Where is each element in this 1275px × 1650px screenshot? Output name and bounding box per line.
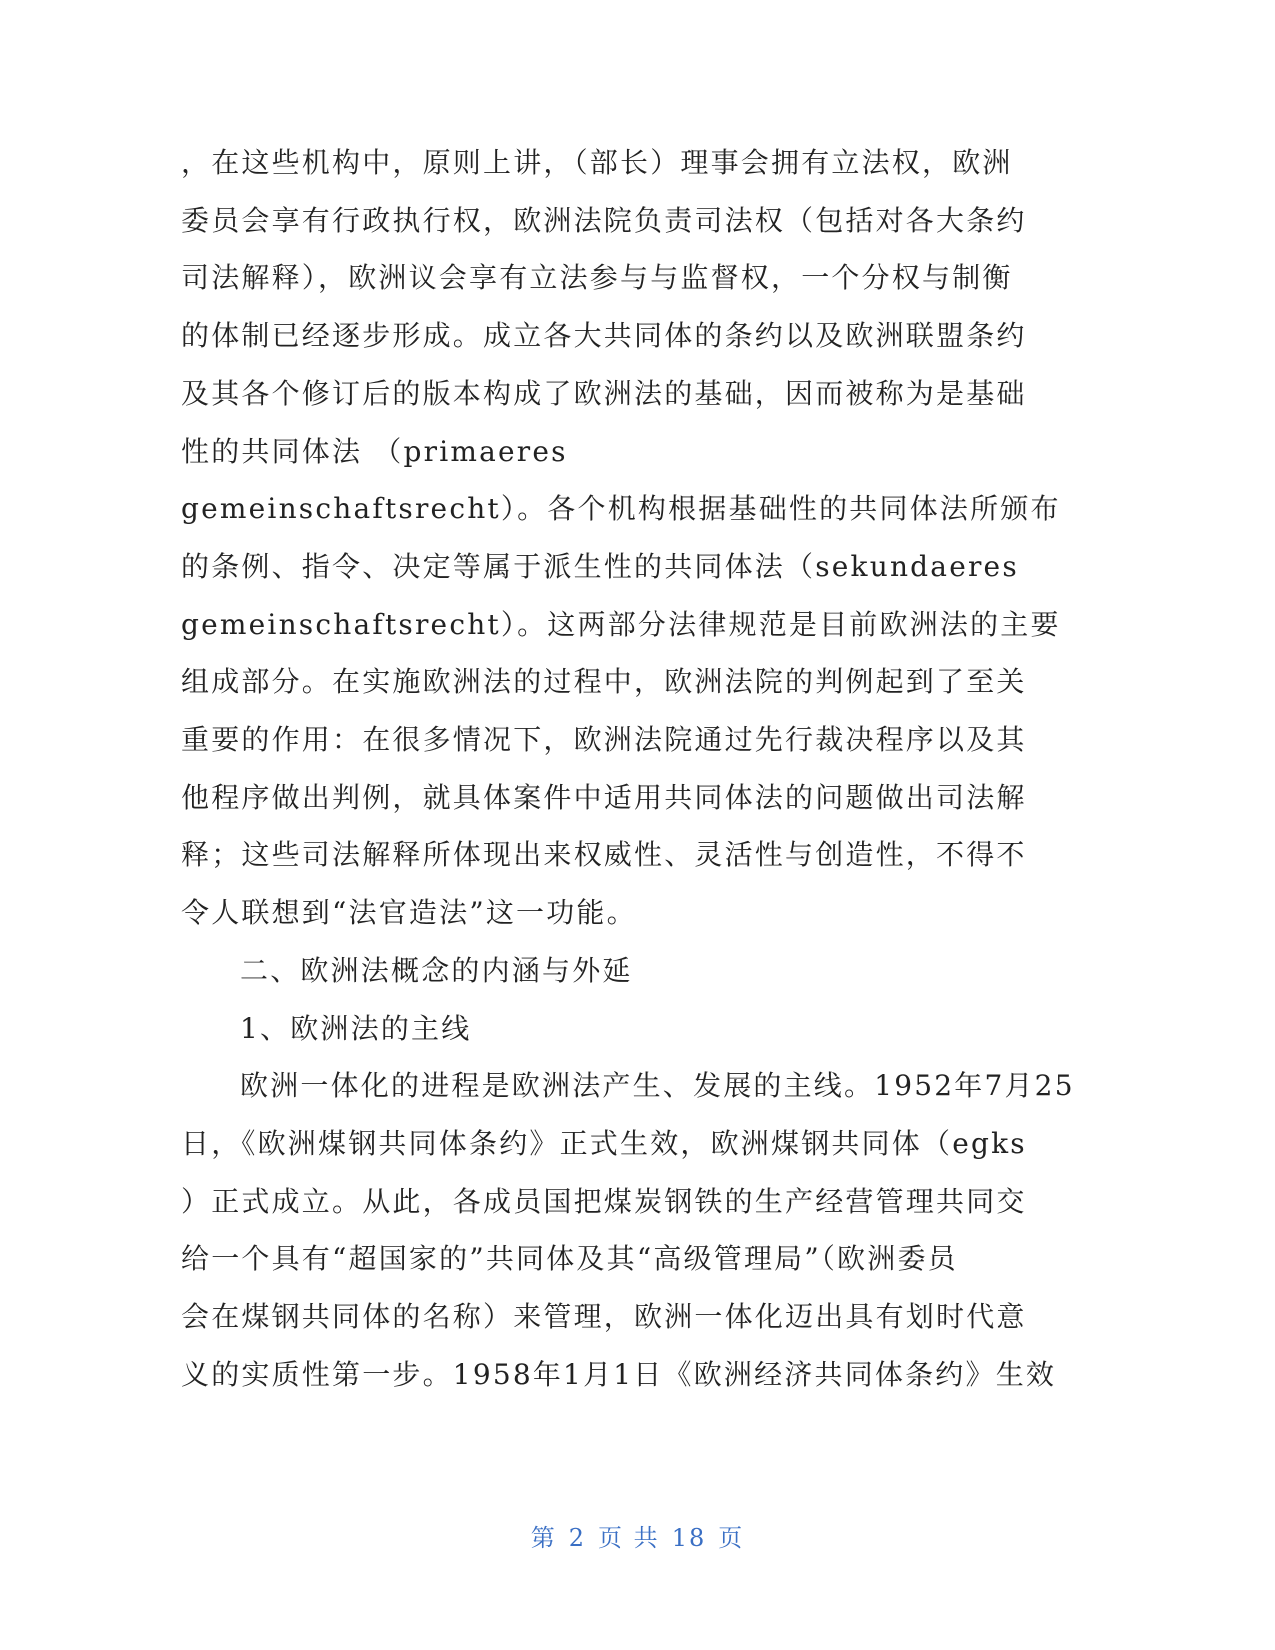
page-footer <box>0 1522 1275 1554</box>
body-line: 的体制已经逐步形成。成立各大共同体的条约以及欧洲联盟条约 <box>181 319 1027 352</box>
body-line: 及其各个修订后的版本构成了欧洲法的基础，因而被称为是基础 <box>181 377 1027 410</box>
body-line: gemeinschaftsrecht）。这两部分法律规范是目前欧洲法的主要 <box>181 608 1061 641</box>
body-line: ，在这些机构中，原则上讲，（部长）理事会拥有立法权，欧洲 <box>181 146 1013 179</box>
body-line: 性的共同体法 （primaeres <box>181 435 568 468</box>
body-line: 释；这些司法解释所体现出来权威性、灵活性与创造性，不得不 <box>181 838 1027 871</box>
body-line: 义的实质性第一步。1958年1月1日《欧洲经济共同体条约》生效 <box>181 1358 1057 1391</box>
body-line: 重要的作用：在很多情况下，欧洲法院通过先行裁决程序以及其 <box>181 723 1027 756</box>
footer-suffix: 页 <box>718 1524 745 1552</box>
body-line: 司法解释），欧洲议会享有立法参与与监督权，一个分权与制衡 <box>181 261 1013 294</box>
body-line: 给一个具有“超国家的”共同体及其“高级管理局”（欧洲委员 <box>181 1242 958 1275</box>
section-heading: 二、欧洲法概念的内涵与外延 <box>240 954 633 987</box>
body-line: ）正式成立。从此，各成员国把煤炭钢铁的生产经营管理共同交 <box>181 1185 1027 1218</box>
body-line: gemeinschaftsrecht）。各个机构根据基础性的共同体法所颁布 <box>181 492 1061 525</box>
footer-prefix: 第 <box>530 1524 557 1552</box>
body-line: 会在煤钢共同体的名称）来管理，欧洲一体化迈出具有划时代意 <box>181 1300 1027 1333</box>
body-line: 他程序做出判例，就具体案件中适用共同体法的问题做出司法解 <box>181 781 1027 814</box>
body-line: 欧洲一体化的进程是欧洲法产生、发展的主线。1952年7月25 <box>240 1069 1075 1102</box>
total-pages-number: 18 <box>671 1524 707 1552</box>
current-page-number: 2 <box>568 1524 587 1552</box>
body-line: 的条例、指令、决定等属于派生性的共同体法（sekundaeres <box>181 550 1019 583</box>
body-line: 日，《欧洲煤钢共同体条约》正式生效，欧洲煤钢共同体（egks <box>181 1127 1027 1160</box>
subsection-heading: 1、欧洲法的主线 <box>240 1012 472 1045</box>
footer-middle: 页 共 <box>598 1524 660 1552</box>
body-line: 委员会享有行政执行权，欧洲法院负责司法权（包括对各大条约 <box>181 204 1027 237</box>
body-line: 令人联想到“法官造法”这一功能。 <box>181 896 637 929</box>
body-line: 组成部分。在实施欧洲法的过程中，欧洲法院的判例起到了至关 <box>181 665 1027 698</box>
